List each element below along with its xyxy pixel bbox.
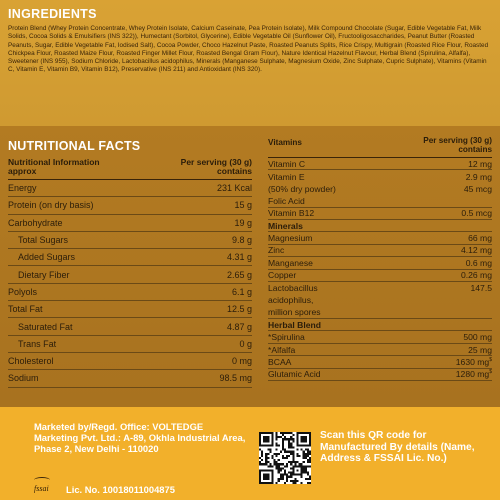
vitamins-row-label: million spores xyxy=(268,307,321,318)
vitamins-row-value xyxy=(468,233,492,243)
vitamins-row xyxy=(268,356,492,368)
nutrition-table xyxy=(8,156,252,388)
vitamins-row-label: Lactobacillus xyxy=(268,283,318,294)
ingredients-title: INGREDIENTS xyxy=(8,7,97,21)
vitamins-row-value-text: 12 mg xyxy=(468,158,492,169)
nutrition-row-label: Energy xyxy=(8,183,37,194)
vitamins-header-right: Per serving (30 g) contains xyxy=(423,136,492,154)
nutrition-row-label: Polyols xyxy=(8,286,38,297)
nutrition-row xyxy=(8,318,252,335)
vitamins-row xyxy=(268,319,492,331)
nutrition-row xyxy=(8,336,252,353)
nutrition-row-value: 6.1 g xyxy=(231,286,252,297)
scan-qr-instructions: Scan this QR code for Manufactured By details (Name, Address & FSSAI Lic. No.) xyxy=(320,430,475,465)
vitamins-table xyxy=(268,134,492,381)
vitamins-row xyxy=(268,208,492,220)
vitamins-row-value xyxy=(456,369,492,379)
nutrition-row xyxy=(8,301,252,318)
vitamins-row-label: Vitamin C xyxy=(268,158,306,169)
vitamins-row-value-text: 1630 mg xyxy=(455,356,490,367)
nutrition-title: NUTRITIONAL FACTS xyxy=(8,139,141,153)
vitamins-row-label: Minerals xyxy=(268,220,303,231)
nutrition-row-value: 12.5 g xyxy=(226,304,252,315)
vitamins-row-value-text: 500 mg xyxy=(463,332,492,343)
vitamins-row-value-text: 66 mg xyxy=(468,233,492,244)
vitamins-row-label: *Spirulina xyxy=(268,332,305,343)
nutrition-row-label: Total Sugars xyxy=(18,235,69,246)
vitamins-row xyxy=(268,232,492,244)
vitamins-row-value-text: 0.26 mg xyxy=(460,270,492,281)
vitamins-row xyxy=(268,307,492,319)
vitamins-row-value xyxy=(461,270,492,280)
vitamins-row-mark: $ xyxy=(489,357,492,364)
vitamins-row-value-text: 0.6 mg xyxy=(465,257,492,268)
vitamins-row-label: Vitamin E xyxy=(268,171,305,182)
nutrition-row-value: 9.8 g xyxy=(231,235,252,246)
vitamins-row-value xyxy=(466,172,492,182)
nutrition-header xyxy=(8,156,252,180)
nutrition-row xyxy=(8,266,252,283)
footer-section xyxy=(0,407,500,500)
vitamins-row-value xyxy=(468,159,492,169)
nutrition-row-value: 4.87 g xyxy=(226,321,252,332)
marketer-address: Marketed by/Regd. Office: VOLTEDGE Marketing Pvt. Ltd.: A-89, Okhla Industrial Area, Phase 2, New Delhi - 110020 xyxy=(34,421,246,455)
nutrition-row-label: Trans Fat xyxy=(18,338,57,349)
vitamins-header-left: Vitamins xyxy=(268,138,302,147)
nutrition-row-value: 2.65 g xyxy=(226,269,252,280)
vitamins-row-value-text: 147.5 xyxy=(470,283,492,294)
vitamins-row-label: Copper xyxy=(268,270,297,281)
vitamins-row-label: BCAA xyxy=(268,356,292,367)
nutrition-header-left: Nutritional Information approx xyxy=(8,157,100,176)
ingredients-text: Protein Blend (Whey Protein Concentrate, Whey Protein Isolate, Calcium Caseinate, Pea Protein Isolate), Milk Compound Chocolate (Sugar, Edible Vegetable Fat, Milk Solids, Cocoa Solids & Emulsifiers (INS 322)), Humectant (Sorbitol, Glycerine), Edible Vegetable Oil (Sunflower Oil), Fructooligosaccharides, Peanut Butter (Roasted Peanuts, Sugar, Edible Vegetable Fat, Iodised Salt), Cocoa Powder, Choco Hazelnut Paste, Roasted Peanuts Splits, Rice Crispy, Multigrain (Roasted Rice Flour, Roasted Chickpea Flour, Roasted Maize Flour, Roasted Finger Millet Flour, Roasted Bengal Gram Flour), Nature Identical Hazelnut Flavour, Herbal Blend (Spirulina, Alfalfa), Sweetener (INS 955), Sodium Chloride, Lactobacillus acidophilus, Minerals (Manganese Sulphate, Magnesium Oxide, Zinc Sulphate, Cupric Sulphate), Vitamins (Vitamin C, Vitamin E, Vitamin B9, Vitamin B12), Preservative (INS 211) and Antioxidant (INS 320). xyxy=(8,25,489,74)
nutrition-row-label: Sodium xyxy=(8,373,39,384)
nutrition-row-value: 98.5 mg xyxy=(219,373,252,384)
vitamins-row xyxy=(268,369,492,381)
nutrition-row-label: Carbohydrate xyxy=(8,217,63,228)
nutrition-header-right: Per serving (30 g) contains xyxy=(180,157,252,176)
nutrition-row-value: 19 g xyxy=(234,217,252,228)
vitamins-row xyxy=(268,257,492,269)
nutrition-row xyxy=(8,370,252,387)
nutrition-row xyxy=(8,180,252,197)
vitamins-row xyxy=(268,344,492,356)
nutrition-row-value: 0 mg xyxy=(231,356,252,367)
vitamins-row-label: Folic Acid xyxy=(268,195,305,206)
nutrition-row-label: Total Fat xyxy=(8,304,43,315)
nutrition-row-label: Saturated Fat xyxy=(18,321,73,332)
vitamins-row-value-text: 2.9 mg xyxy=(465,171,492,182)
vitamins-row xyxy=(268,195,492,207)
nutrition-row-label: Protein (on dry basis) xyxy=(8,200,94,211)
nutrition-row xyxy=(8,249,252,266)
qr-code-icon[interactable] xyxy=(259,432,311,484)
vitamins-row-label: *Alfalfa xyxy=(268,344,296,355)
nutrition-row-label: Dietary Fiber xyxy=(18,269,70,280)
vitamins-row-value xyxy=(463,332,492,342)
vitamins-row xyxy=(268,183,492,195)
vitamins-row-label: Glutamic Acid xyxy=(268,369,321,380)
vitamins-row-value xyxy=(468,345,492,355)
vitamins-row-value xyxy=(466,258,492,268)
vitamins-row-value-text: 1280 mg xyxy=(455,369,490,380)
vitamins-row-label: Zinc xyxy=(268,245,285,256)
vitamins-row-value-text: 0.5 mcg xyxy=(461,208,492,219)
vitamins-row-value xyxy=(464,184,492,194)
vitamins-row-label: Vitamin B12 xyxy=(268,208,315,219)
vitamins-header xyxy=(268,134,492,158)
vitamins-row-label: acidophilus, xyxy=(268,295,314,306)
ingredients-section xyxy=(0,0,500,126)
nutrition-row xyxy=(8,353,252,370)
vitamins-row xyxy=(268,158,492,170)
vitamins-row xyxy=(268,270,492,282)
nutrition-row-value: 15 g xyxy=(234,200,252,211)
vitamins-row-label: Manganese xyxy=(268,257,313,268)
fssai-logo-icon xyxy=(34,477,50,493)
nutrition-row-value: 231 Kcal xyxy=(216,183,252,194)
vitamins-rows xyxy=(268,158,492,381)
vitamins-row-value xyxy=(461,245,492,255)
nutrition-row xyxy=(8,215,252,232)
nutrition-row xyxy=(8,197,252,214)
vitamins-row-value-text: 45 mcg xyxy=(463,183,492,194)
vitamins-row-value xyxy=(461,208,492,218)
vitamins-row-label: Herbal Blend xyxy=(268,319,322,330)
vitamins-row xyxy=(268,170,492,182)
vitamins-row xyxy=(268,220,492,232)
vitamins-row-value xyxy=(470,283,492,293)
vitamins-row xyxy=(268,282,492,294)
vitamins-row-value-text: 4.12 mg xyxy=(460,245,492,256)
vitamins-row-label: (50% dry powder) xyxy=(268,183,336,194)
vitamins-row-value xyxy=(456,357,492,367)
vitamins-row xyxy=(268,331,492,343)
nutrition-row xyxy=(8,232,252,249)
nutrition-section xyxy=(0,126,500,407)
nutrition-row-label: Added Sugars xyxy=(18,252,76,263)
vitamins-row-mark: $ xyxy=(489,369,492,376)
nutrition-row-value: 0 g xyxy=(239,338,252,349)
fssai-logo-text: fssai xyxy=(34,484,49,493)
license-number: Lic. No. 10018011004875 xyxy=(66,484,175,495)
nutrition-rows xyxy=(8,180,252,388)
vitamins-row-value-text: 25 mg xyxy=(468,344,492,355)
vitamins-row xyxy=(268,294,492,306)
nutrition-row-label: Cholesterol xyxy=(8,356,54,367)
nutrition-row-value: 4.31 g xyxy=(226,252,252,263)
vitamins-row xyxy=(268,245,492,257)
nutrition-row xyxy=(8,284,252,301)
vitamins-row-label: Magnesium xyxy=(268,233,313,244)
